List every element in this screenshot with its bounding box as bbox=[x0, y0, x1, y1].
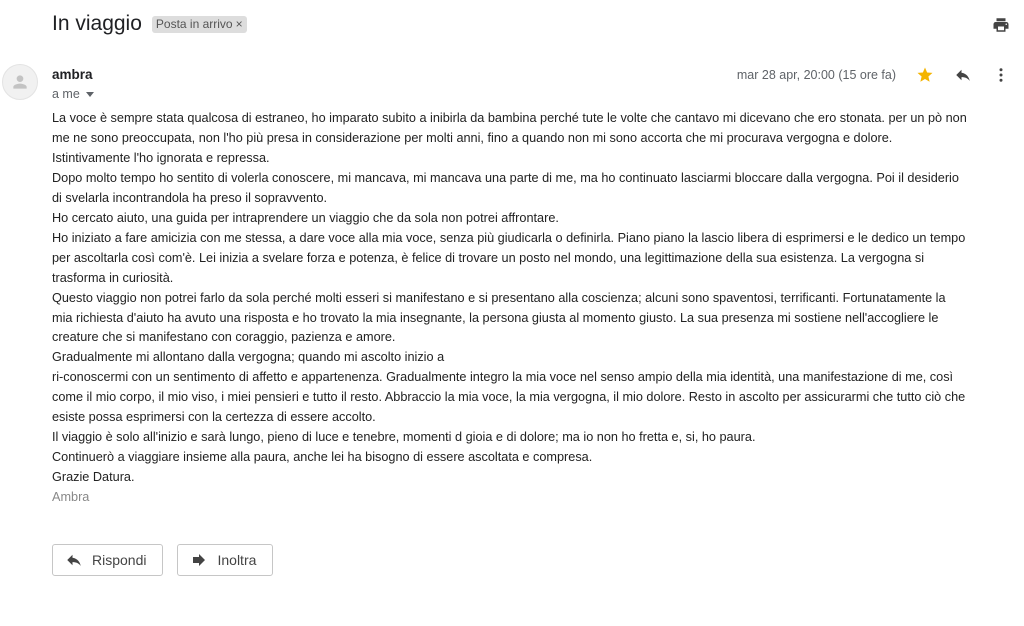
avatar bbox=[2, 64, 38, 100]
reply-button-label: Rispondi bbox=[92, 552, 147, 568]
message-line: Ho iniziato a fare amicizia con me stessa, a dare voce alla mia voce, senza più giudicarla o definirla. Piano piano la lascio libera di esprimersi e le dedico un tempo bbox=[52, 230, 966, 245]
message-line: esiste possa esprimersi con la certezza di essere accolto. bbox=[52, 410, 376, 425]
message-lines bbox=[52, 109, 1014, 488]
forward-button[interactable] bbox=[177, 544, 273, 576]
message-line: trasforma in curiosità. bbox=[52, 270, 174, 285]
message-line: me ne sono preoccupata, non l'ho più presa in considerazione per molti anni, fino a quando non mi sono accorta che mi procurava vergogna e dolore. bbox=[52, 130, 893, 145]
message-line: di svelarla incontrandola ha preso il sopravvento. bbox=[52, 190, 328, 205]
message-actions bbox=[52, 544, 287, 576]
inbox-label-text: Posta in arrivo bbox=[155, 16, 233, 31]
reply-icon[interactable] bbox=[953, 66, 973, 84]
message-line: Il viaggio è solo all'inizio e sarà lungo, pieno di luce e tenebre, momenti d gioia e di dolore; ma io non ho fretta e, si, ho paura. bbox=[52, 430, 756, 445]
reply-icon bbox=[65, 551, 83, 569]
recipient-details[interactable] bbox=[52, 87, 94, 101]
message-line: Continuerò a viaggiare insieme alla paura, anche lei ha bisogno di essere ascoltata e compresa. bbox=[52, 450, 593, 465]
message-line: Dopo molto tempo ho sentito di volerla conoscere, mi mancava, mi mancava una parte di me, ma ho continuato lasciarmi bloccare dalla vergogna. Poi il desiderio bbox=[52, 170, 959, 185]
forward-button-label: Inoltra bbox=[217, 552, 257, 568]
chevron-down-icon bbox=[86, 92, 94, 97]
message-line: Grazie Datura. bbox=[52, 470, 135, 485]
subject-row bbox=[52, 12, 247, 36]
message-date: mar 28 apr, 20:00 (15 ore fa) bbox=[736, 68, 896, 82]
reply-button[interactable] bbox=[52, 544, 163, 576]
message-line: Gradualmente mi allontano dalla vergogna; quando mi ascolto inizio a bbox=[52, 350, 445, 365]
message-line: creature che si manifestano con coraggio, pazienza e amore. bbox=[52, 330, 396, 345]
star-icon[interactable] bbox=[916, 66, 934, 84]
forward-icon bbox=[190, 551, 208, 569]
message-line: mia richiesta d'aiuto ha avuto una risposta e ho trovato la mia insegnante, la persona giusta al momento giusto. La sua presenza mi sostiene nell'accogliere le bbox=[52, 310, 939, 325]
message-line: Questo viaggio non potrei farlo da sola perché molti esseri si manifestano e si presentano alla coscienza; alcuni sono spaventosi, terrificanti. Fortunatamente la bbox=[52, 290, 946, 305]
signature: Ambra bbox=[52, 490, 90, 505]
remove-label-icon[interactable]: × bbox=[235, 16, 243, 31]
sender-name[interactable]: ambra bbox=[52, 67, 93, 82]
message-line: La voce è sempre stata qualcosa di estraneo, ho imparato subito a inibirla da bambina perché tute le volte che cantavo mi dicevano che ero stonata. per un pò non bbox=[52, 111, 967, 125]
email-subject: In viaggio bbox=[52, 12, 142, 35]
message-line: ri-conoscermi con un sentimento di affetto e appartenenza. Gradualmente integro la mia voce nel senso ampio della mia identità, una manifestazione di me, così bbox=[52, 370, 954, 385]
printer-icon[interactable] bbox=[992, 16, 1010, 34]
person-icon bbox=[10, 72, 30, 92]
message-line: per ascoltarla così com'è. Lei inizia a svelare forza e potenza, è felice di trovare un posto nel mondo, una legittimazione della sua esistenza. La vergogna si bbox=[52, 250, 925, 265]
more-vert-icon[interactable] bbox=[992, 66, 1010, 84]
message-line: Ho cercato aiuto, una guida per intraprendere un viaggio che da sola non potrei affrontare. bbox=[52, 210, 559, 225]
message-line: Istintivamente l'ho ignorata e repressa. bbox=[52, 150, 270, 165]
message-body bbox=[52, 109, 1014, 508]
recipient-text: a me bbox=[52, 87, 80, 101]
inbox-label-chip[interactable] bbox=[152, 16, 247, 33]
message-line: come il mio corpo, il mio viso, i miei pensieri e tutto il resto. Abbraccio la mia voce, la mia vergogna, il mio dolore. Resto in ascolto per assicurarmi che tutto ciò che bbox=[52, 390, 966, 405]
